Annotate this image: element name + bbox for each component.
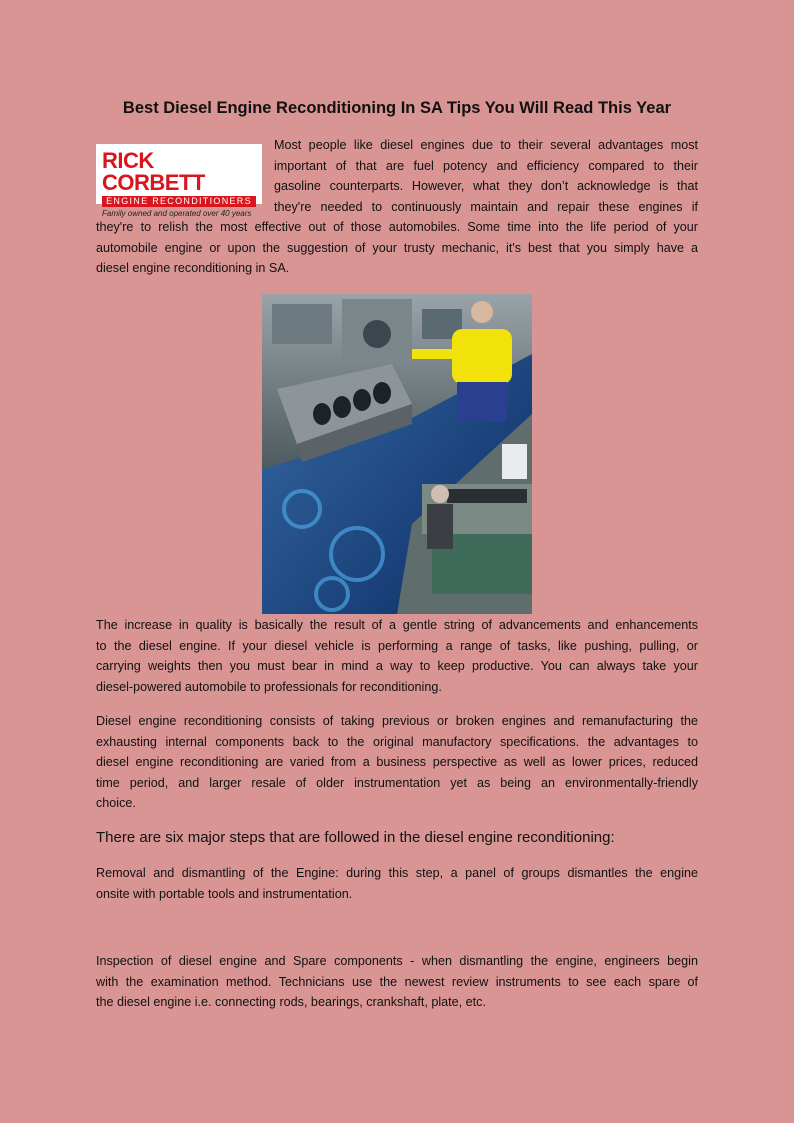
page-title: Best Diesel Engine Reconditioning In SA Tips You Will Read This Year: [122, 99, 672, 117]
logo-name: RICK CORBETT: [102, 148, 205, 195]
steps-heading: There are six major steps that are followed in the diesel engine reconditioning:: [96, 829, 615, 846]
intro-paragraph: Most people like diesel engines due to their several advantages most important of that are fuel potency and efficiency compared to their gasoline counterparts. However, what they don’t acknowledge is that they're needed to continuously maintain and repair these engines if they're to relish the most effective out of those automobiles. Some time into the life period of your automobile engine or upon the suggestion of your trusty mechanic, it's best that you simply have a diesel engine reconditioning in SA.: [96, 138, 698, 275]
quality-paragraph: The increase in quality is basically the result of a gentle string of advancements and enhancements to the diesel engine. If your diesel vehicle is performing a range of tasks, like pushing, pulling, or carrying weights then you must bear in mind a way to keep productive. You can always take your diesel-powered automobile to professionals for reconditioning.: [96, 618, 698, 694]
logo-subtitle: ENGINE RECONDITIONERS: [102, 196, 256, 207]
removal-paragraph: Removal and dismantling of the Engine: during this step, a panel of groups dismantles the engine onsite with portable tools and instrumentation.: [96, 866, 698, 901]
definition-paragraph: Diesel engine reconditioning consists of taking previous or broken engines and remanufacturing the exhausting internal components back to the original manufactory specifications. the advantages to diesel engine reconditioning are varied from a business perspective as well as lower prices, reduced time period, and larger resale of older instrumentation yet as being an environmentally-friendly choice.: [96, 714, 698, 810]
logo-tagline: Family owned and operated over 40 years: [102, 209, 252, 218]
inspection-paragraph: Inspection of diesel engine and Spare components - when dismantling the engine, engineers begin with the examination method. Technicians use the newest review instruments to see each spare of the diesel engine i.e. connecting rods, bearings, crankshaft, plate, etc.: [96, 954, 698, 1009]
engine-workshop-photo: [262, 294, 532, 614]
